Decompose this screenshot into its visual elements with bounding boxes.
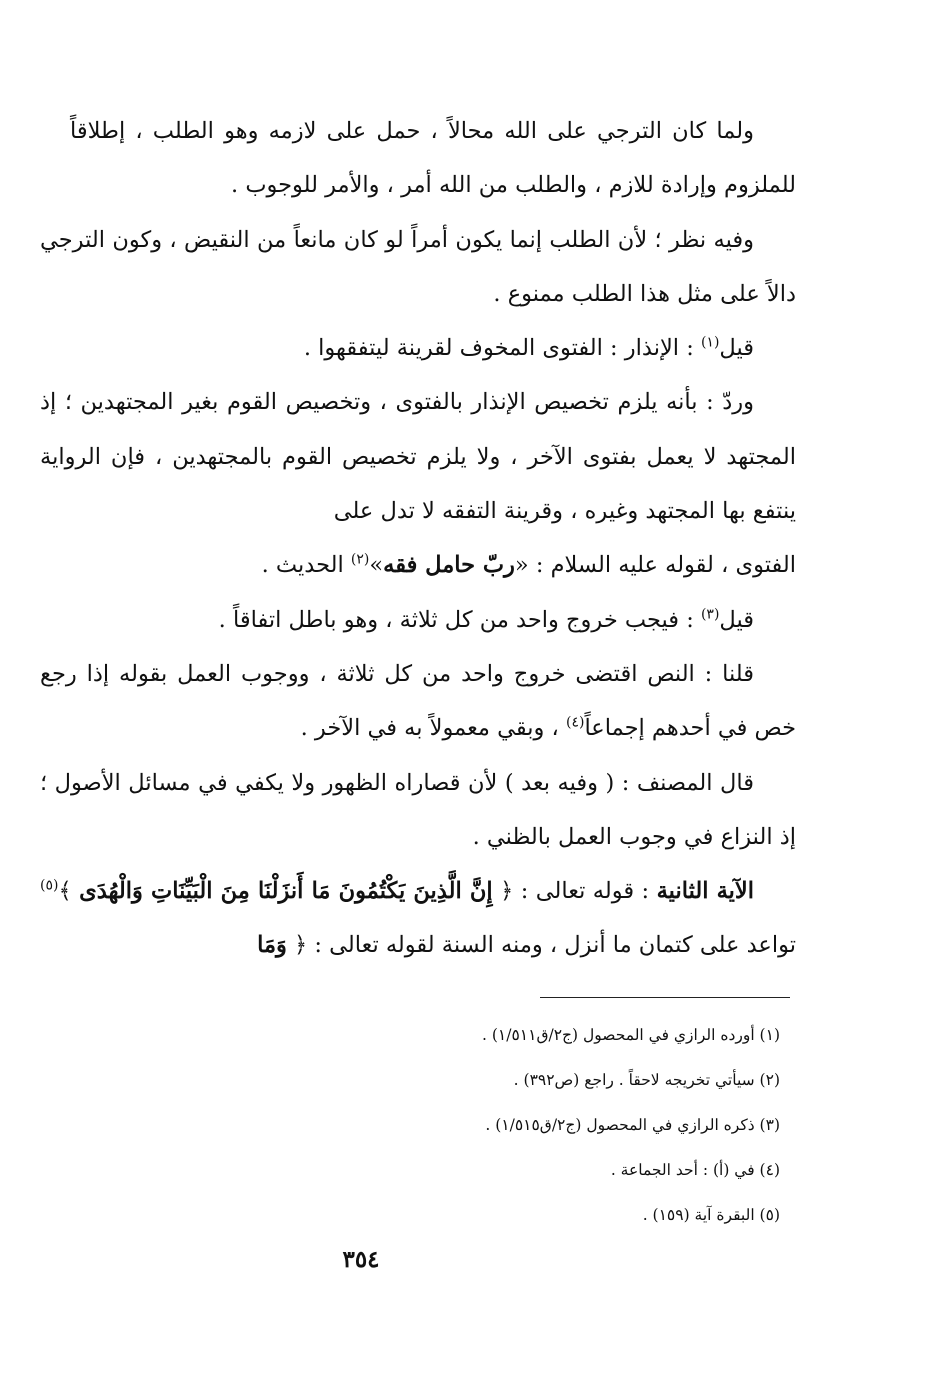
footnote-4: (٤) في (أ) : أحد الجماعة . [610, 1161, 780, 1179]
quran-verse-start: وَمَا [257, 932, 287, 959]
footnotes [380, 1013, 780, 1238]
paragraph-5: الفتوى ، لقوله عليه السلام : «ربّ حامل فقه»$^{(٢)}$ الحديث . [261, 551, 796, 579]
paragraph-6: قيل$^{(٣)}$ : فيجب خروج واحد من كل ثلاثة ، وهو باطل اتفاقاً . [218, 606, 754, 633]
footnote-ref-2: (٢) [350, 551, 370, 568]
paragraph-7: قلنا : النص اقتضى خروج واحد من كل ثلاثة ، ووجوب العمل بقوله إذا رجع خص في أحدهم إجماعاً$^{(٤)}$ ، وبقي معمولاً به في الآخر . [40, 660, 796, 742]
section-heading: الآية الثانية [656, 878, 755, 905]
footnote-ref-1: (١) [700, 334, 720, 351]
footnote-separator [540, 997, 790, 998]
main-text [40, 104, 796, 973]
quran-verse: إِنَّ الَّذِينَ يَكْتُمُونَ مَا أَنزَلْنَا مِنَ الْبَيِّنَاتِ وَالْهُدَى [79, 878, 493, 905]
paragraph-8: قال المصنف : ( وفيه بعد ) لأن قصاراه الظهور ولا يكفي في مسائل الأصول ؛ إذ النزاع في وجوب العمل بالظني . [40, 769, 796, 850]
paragraph-1: ولما كان الترجي على الله محالاً ، حمل على لازمه وهو الطلب ، إطلاقاً للملزوم وإرادة للازم ، والطلب من الله أمر ، والأمر للوجوب . [70, 118, 796, 199]
page-number: ٣٥٤ [342, 1246, 380, 1273]
footnote-1: (١) أورده الرازي في المحصول (ج٢/ق١/٥١١) . [482, 1026, 780, 1044]
paragraph-2: وفيه نظر ؛ لأن الطلب إنما يكون أمراً لو كان مانعاً من النقيض ، وكون الترجي دالاً على مثل هذا الطلب ممنوع . [40, 226, 796, 307]
paragraph-9: الآية الثانية : قوله تعالى : ﴿ إِنَّ الَّذِينَ يَكْتُمُونَ مَا أَنزَلْنَا مِنَ الْبَيِّنَاتِ وَالْهُدَى ﴾$^{(٥)}$ تواعد على كتمان ما أنزل ، ومنه السنة لقوله تعالى : ﴿ وَمَا [40, 877, 796, 959]
paragraph-4: وردّ : بأنه يلزم تخصيص الإنذار بالفتوى ، وتخصيص القوم بغير المجتهدين ؛ إذ المجتهد لا يعمل بفتوى الآخر ، ولا يلزم تخصيص القوم بالمجتهدين ، فإن الرواية ينتفع بها المجتهد وغيره ، وقرينة التفقه لا تدل على [40, 389, 796, 525]
footnote-ref-5: (٥) [40, 877, 59, 894]
footnote-ref-3: (٣) [700, 606, 720, 623]
footnote-3: (٣) ذكره الرازي في المحصول (ج٢/ق١/٥١٥) . [485, 1116, 780, 1134]
footnote-ref-4: (٤) [565, 714, 585, 731]
hadith-text: ربّ حامل فقه [383, 552, 515, 579]
footnote-5: (٥) البقرة آية (١٥٩) . [642, 1206, 780, 1224]
paragraph-3: قيل$^{(١)}$ : الإنذار : الفتوى المخوف لقرينة ليتفقهوا . [303, 334, 754, 362]
footnote-2: (٢) سيأتي تخريجه لاحقاً . راجع (ص٣٩٢) . [513, 1071, 780, 1089]
